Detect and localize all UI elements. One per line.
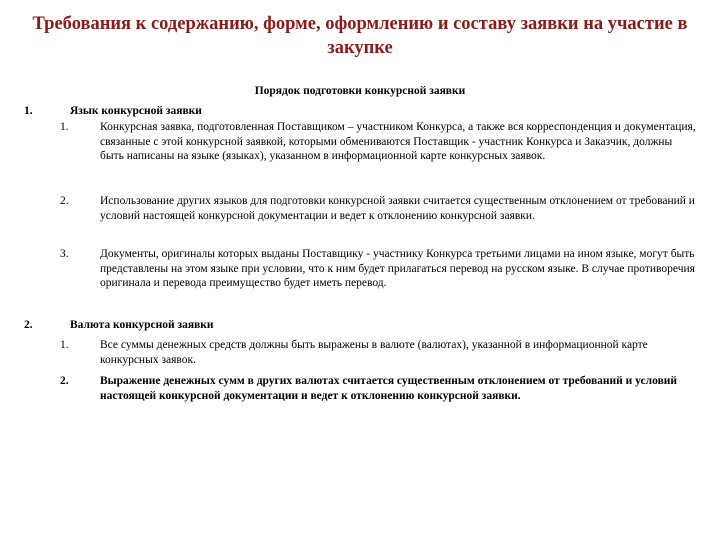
- item-number: 1.: [60, 339, 69, 351]
- section-number: 2.: [24, 319, 33, 331]
- item-text: Выражение денежных сумм в других валютах считается существенным отклонением от требований и условий настоящей конкурсной документации и ведет к отклонению конкурсной заявки.: [100, 375, 678, 402]
- item-text: Использование других языков для подготовки конкурсной заявки считается существенным отклонением от требований и условий настоящей конкурсной документации и ведет к отклонению конкурсной заявки.: [100, 195, 695, 222]
- item-number: 2.: [60, 195, 69, 207]
- item-text: Документы, оригиналы которых выданы Поставщику - участнику Конкурса третьими лицами на ином языке, могут быть представлены на этом языке при условии, что к ним будет прилагаться перевод на русском языке. В случае противоречия оригинала и перевода преимущество будет иметь перевод.: [100, 248, 695, 290]
- section-heading: Валюта конкурсной заявки: [70, 319, 214, 331]
- section-number: 1.: [24, 105, 33, 117]
- item-number: 2.: [60, 375, 69, 387]
- slide-title: Требования к содержанию, форме, оформлению и составу заявки на участие в закупке: [32, 14, 688, 58]
- section-subtitle: Порядок подготовки конкурсной заявки: [254, 85, 466, 97]
- item-number: 3.: [60, 248, 69, 260]
- item-text: Все суммы денежных средств должны быть выражены в валюте (валютах), указанной в информационной карте конкурсных заявок.: [100, 339, 648, 366]
- section-heading: Язык конкурсной заявки: [70, 105, 202, 117]
- item-text: Конкурсная заявка, подготовленная Поставщиком – участником Конкурса, а также вся корреспонденция и документация, связанные с этой конкурсной заявкой, которыми обмениваются Поставщик - участник Конкурса и Заказчик, должны быть написаны на языке (языках), указанном в информационной карте конкурсных заявок.: [100, 121, 696, 163]
- item-number: 1.: [60, 121, 69, 133]
